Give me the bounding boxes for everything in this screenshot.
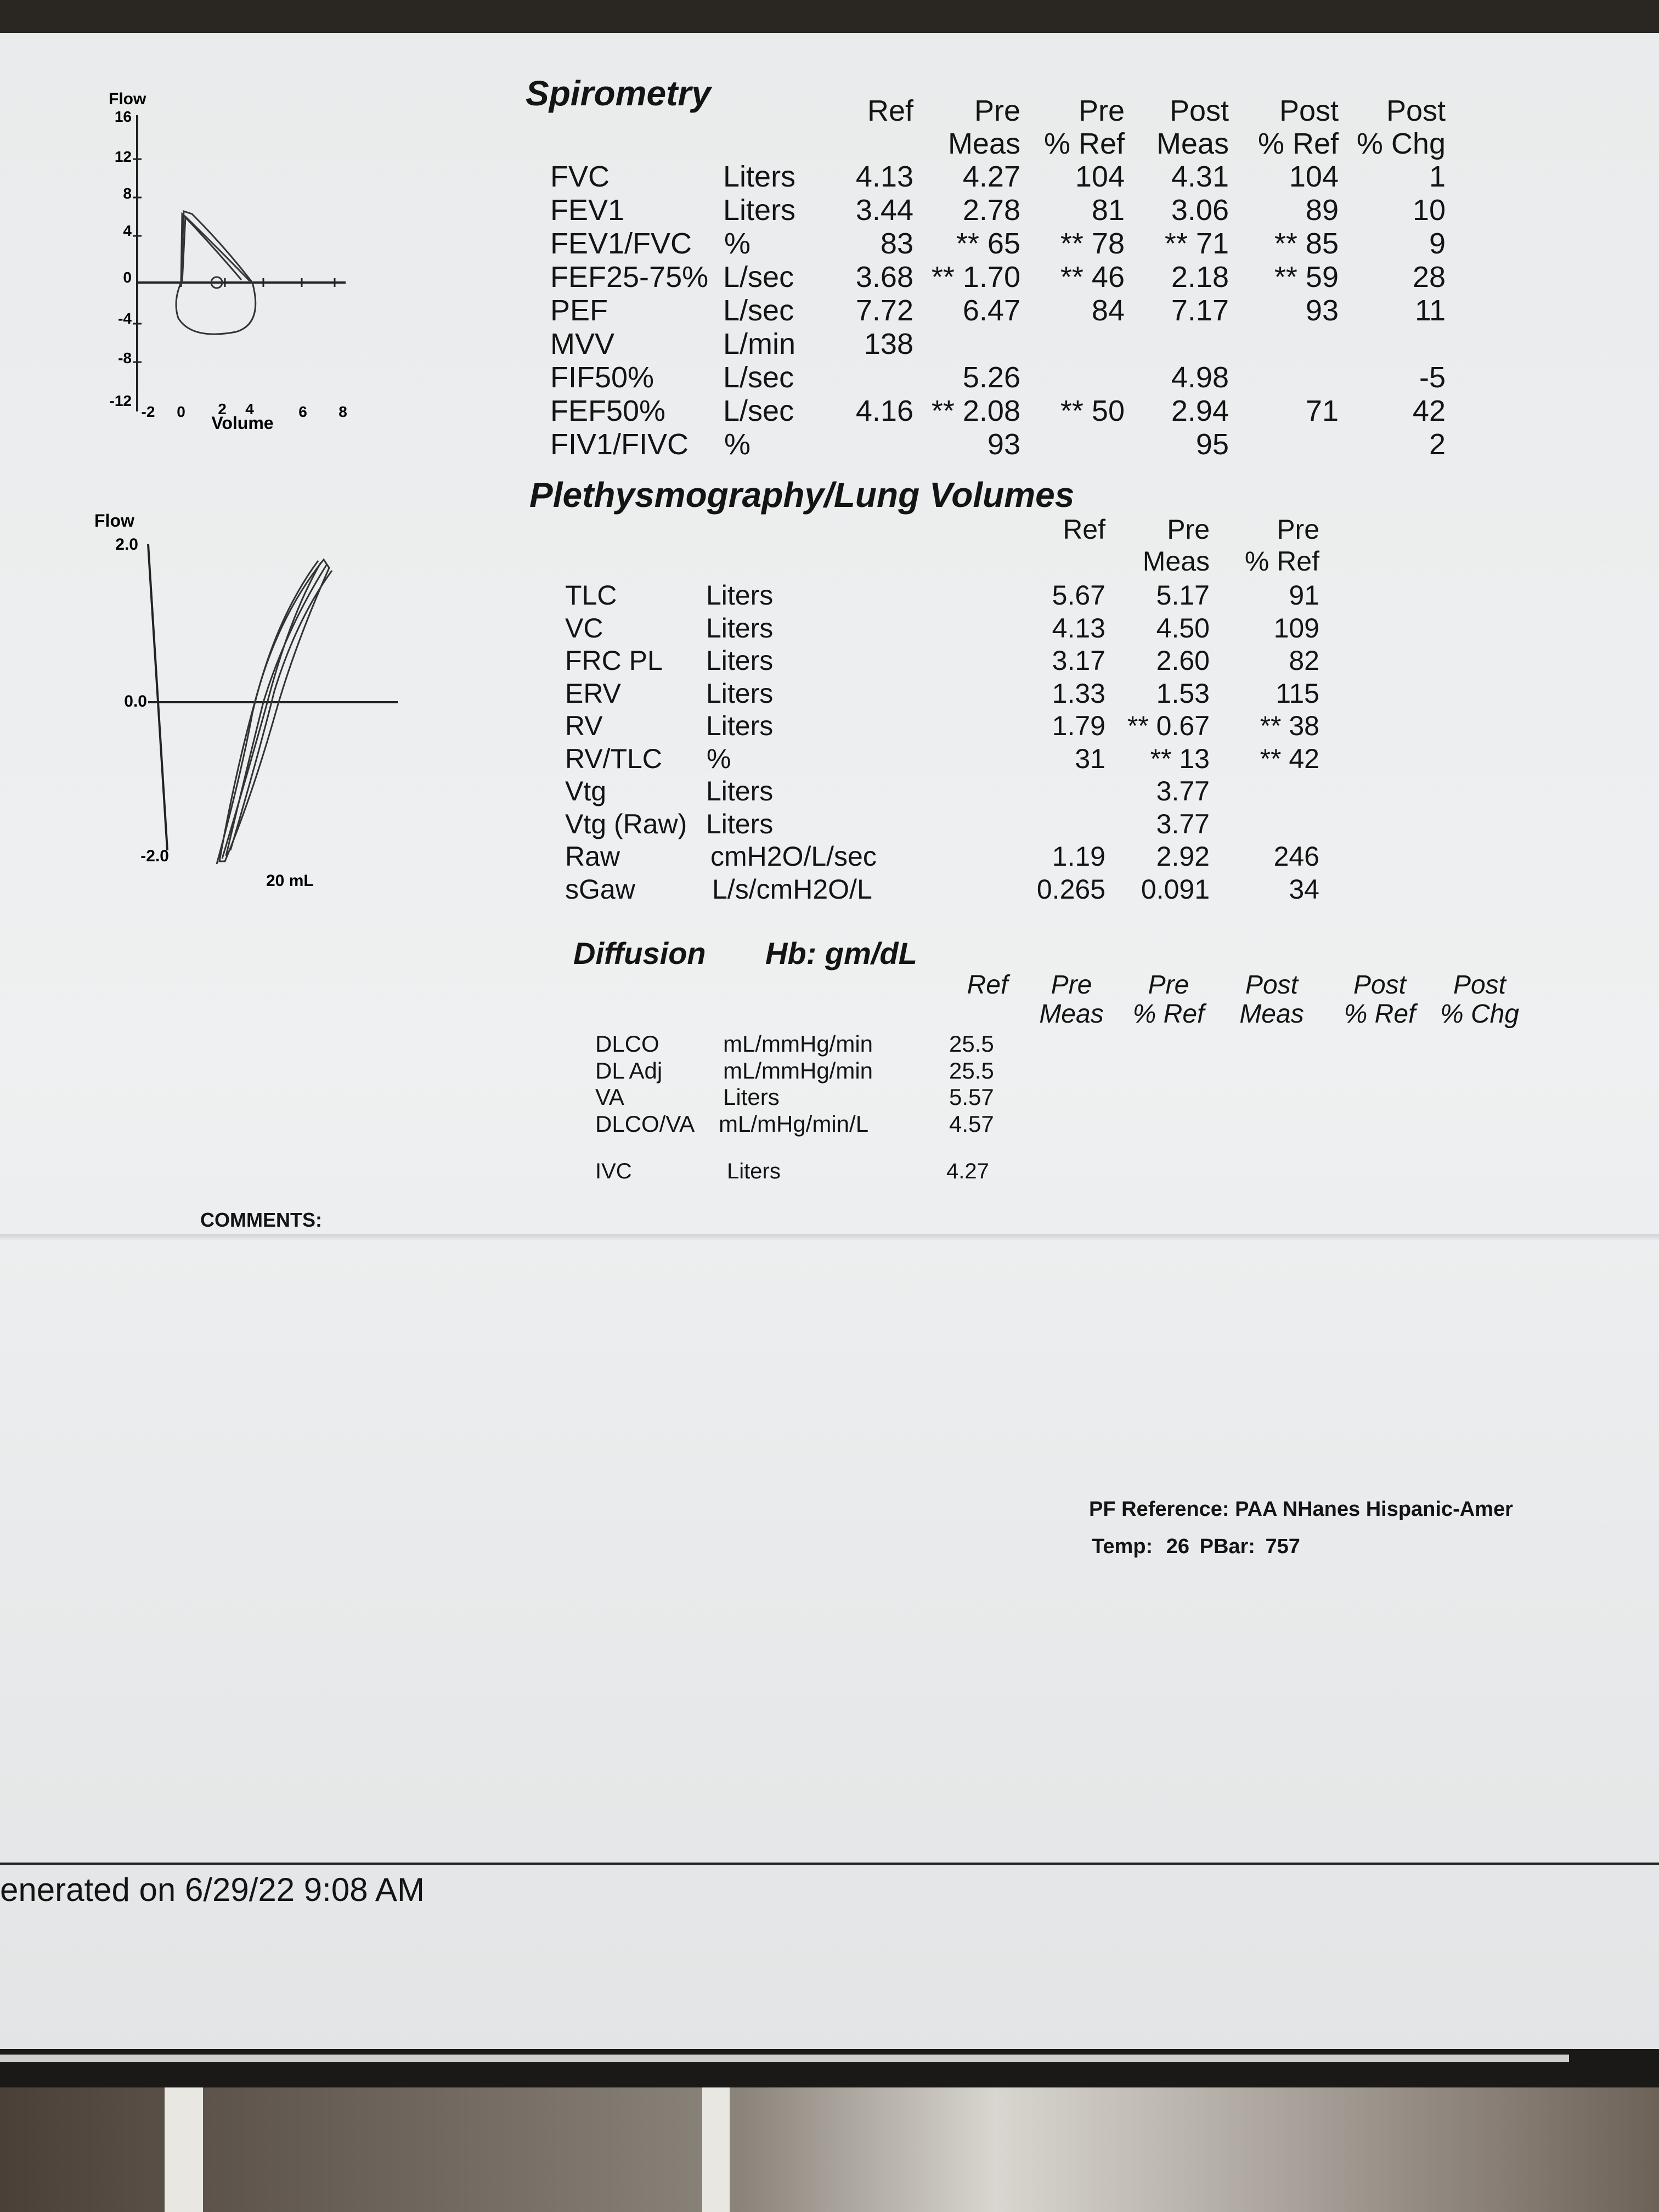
floor-tile-line	[165, 2085, 203, 2212]
row-label: DLCO/VA	[595, 1111, 695, 1137]
pbar-value: 757	[1265, 1535, 1300, 1558]
row-label: FIV1/FIVC	[550, 428, 689, 461]
value-cell: 1.53	[1156, 678, 1210, 709]
value-cell: 1.19	[1052, 841, 1105, 872]
value-cell: 89	[1305, 194, 1339, 227]
row-unit: L/sec	[723, 294, 794, 327]
column-header-top: Pre	[1078, 94, 1125, 127]
value-cell: ** 2.08	[931, 394, 1020, 427]
value-cell: 104	[1075, 160, 1125, 193]
flow-axis-label: Flow	[109, 90, 146, 108]
column-header-top: Pre	[1277, 514, 1319, 545]
value-cell: 0.091	[1141, 874, 1210, 905]
row-unit: Liters	[706, 809, 774, 839]
value-cell: 4.27	[962, 160, 1020, 193]
value-cell: 3.06	[1171, 194, 1229, 227]
value-cell: 4.31	[1171, 160, 1229, 193]
value-cell: 109	[1273, 613, 1319, 644]
column-header-bottom: Ref	[1063, 514, 1105, 545]
floor-tile-line	[702, 2085, 730, 2212]
y-tick: 8	[123, 185, 132, 202]
x-tick: 4	[245, 400, 254, 417]
value-cell: 9	[1429, 227, 1446, 260]
photo-background-bottom	[0, 2079, 1659, 2212]
column-header-bottom: Ref	[967, 970, 1008, 1000]
row-label: FEF50%	[550, 394, 666, 427]
row-label: PEF	[550, 294, 608, 327]
row-label: TLC	[565, 580, 617, 611]
value-cell: 246	[1273, 841, 1319, 872]
value-cell: 5.57	[949, 1084, 994, 1110]
value-cell: 6.47	[962, 294, 1020, 327]
row-unit: L/min	[723, 328, 796, 360]
paper-fold	[0, 1234, 1659, 1240]
column-header-bottom: % Ref	[1244, 546, 1319, 577]
ivc-unit: Liters	[727, 1159, 781, 1183]
value-cell: ** 85	[1274, 227, 1339, 260]
row-label: VA	[595, 1084, 624, 1110]
value-cell: 93	[1305, 294, 1339, 327]
value-cell: ** 0.67	[1127, 710, 1210, 741]
value-cell: ** 46	[1060, 261, 1125, 294]
value-cell: 4.16	[855, 394, 913, 427]
row-unit: mL/mmHg/min	[723, 1031, 873, 1057]
temp-value: 26	[1166, 1535, 1190, 1558]
row-unit: Liters	[706, 645, 774, 676]
x-tick: 0	[177, 403, 185, 420]
row-unit: %	[724, 428, 751, 461]
value-cell: ** 1.70	[931, 261, 1020, 294]
value-cell: 115	[1276, 678, 1319, 709]
column-header-bottom: Meas	[1156, 127, 1229, 160]
row-label: FEV1	[550, 194, 625, 227]
row-unit: %	[724, 227, 751, 260]
value-cell: 1.33	[1052, 678, 1105, 709]
row-label: FEV1/FVC	[550, 227, 692, 260]
row-unit: Liters	[706, 710, 774, 741]
value-cell: 3.17	[1052, 645, 1105, 676]
value-cell: ** 59	[1274, 261, 1339, 294]
value-cell: 2.18	[1171, 261, 1229, 294]
value-cell: 4.13	[1052, 613, 1105, 644]
value-cell: ** 38	[1260, 710, 1319, 741]
hb-label: Hb: gm/dL	[765, 936, 917, 970]
diffusion-title: Diffusion	[573, 936, 706, 970]
value-cell: 1.79	[1052, 710, 1105, 741]
y-tick: 12	[114, 148, 132, 165]
value-cell: ** 71	[1164, 227, 1229, 260]
y-tick: 4	[123, 222, 132, 239]
value-cell: 25.5	[949, 1058, 994, 1084]
row-unit: L/sec	[723, 394, 794, 427]
row-label: Raw	[565, 841, 620, 872]
row-unit: Liters	[723, 1084, 780, 1110]
row-label: DLCO	[595, 1031, 659, 1057]
pf-reference: PF Reference: PAA NHanes Hispanic-Amer	[1089, 1498, 1513, 1521]
pleth-flow-label: Flow	[94, 511, 134, 531]
row-unit: L/s/cmH2O/L	[712, 874, 872, 905]
row-label: FRC PL	[565, 645, 663, 676]
x-tick: 2	[218, 400, 227, 417]
column-header-top: Post	[1386, 94, 1446, 127]
volume-axis-label: Volume	[211, 413, 274, 433]
column-header-top: Pre	[1167, 514, 1210, 545]
value-cell: ** 65	[956, 227, 1020, 260]
value-cell: 7.17	[1171, 294, 1229, 327]
value-cell: 71	[1305, 394, 1339, 427]
row-label: RV	[565, 710, 603, 741]
value-cell: 95	[1195, 428, 1229, 461]
row-label: sGaw	[565, 874, 635, 905]
row-unit: Liters	[723, 194, 796, 227]
column-header-bottom: Meas	[1239, 1000, 1304, 1029]
value-cell: 10	[1412, 194, 1446, 227]
ivc-ref: 4.27	[946, 1159, 989, 1183]
column-header-top: Post	[1169, 94, 1229, 127]
value-cell: 3.77	[1156, 776, 1210, 806]
row-unit: Liters	[706, 580, 774, 611]
value-cell: 2.78	[962, 194, 1020, 227]
row-unit: %	[707, 743, 731, 774]
value-cell: 81	[1091, 194, 1125, 227]
y-tick: -12	[109, 392, 132, 409]
x-tick: 8	[338, 403, 347, 420]
column-header-bottom: Meas	[1142, 546, 1210, 577]
temp-info	[1092, 1536, 1300, 1557]
column-header-top: Pre	[1148, 970, 1189, 1000]
value-cell: 1	[1429, 160, 1446, 193]
value-cell: 3.44	[855, 194, 913, 227]
y-tick: -4	[118, 310, 132, 327]
value-cell: 138	[864, 328, 913, 360]
footer-rule	[0, 1863, 1659, 1865]
value-cell: 91	[1289, 580, 1319, 611]
column-header-bottom: % Ref	[1043, 127, 1125, 160]
column-header-bottom: % Chg	[1356, 127, 1446, 160]
value-cell: 4.50	[1156, 613, 1210, 644]
column-header-top: Post	[1245, 970, 1299, 1000]
value-cell: 25.5	[949, 1031, 994, 1057]
column-header-bottom: Meas	[947, 127, 1020, 160]
row-label: Vtg	[565, 776, 607, 806]
value-cell: 83	[880, 227, 913, 260]
value-cell: 84	[1091, 294, 1125, 327]
value-cell: 34	[1289, 874, 1319, 905]
value-cell: 93	[987, 428, 1020, 461]
column-header-top: Post	[1353, 970, 1407, 1000]
pleth-scale-label: 20 mL	[266, 872, 314, 890]
column-header-top: Post	[1279, 94, 1339, 127]
row-label: FIF50%	[550, 361, 654, 394]
row-unit: L/sec	[723, 261, 794, 294]
column-header-bottom: % Ref	[1132, 1000, 1205, 1029]
value-cell: 82	[1289, 645, 1319, 676]
row-label: DL Adj	[595, 1058, 663, 1084]
plethysmography-title: Plethysmography/Lung Volumes	[529, 475, 1075, 515]
value-cell: 3.77	[1156, 809, 1210, 839]
value-cell: ** 50	[1060, 394, 1125, 427]
value-cell: 31	[1075, 743, 1105, 774]
column-header-bottom: Meas	[1039, 1000, 1104, 1029]
column-header-top: Pre	[1051, 970, 1092, 1000]
x-tick: -2	[141, 403, 155, 420]
spirometry-title: Spirometry	[526, 74, 711, 113]
y-tick: 0.0	[124, 692, 147, 710]
row-unit: Liters	[706, 776, 774, 806]
y-tick: 2.0	[115, 535, 138, 554]
value-cell: 4.57	[949, 1111, 994, 1137]
value-cell: 0.265	[1036, 874, 1105, 905]
value-cell: 5.26	[962, 361, 1020, 394]
value-cell: 28	[1412, 261, 1446, 294]
value-cell: ** 78	[1060, 227, 1125, 260]
row-unit: Liters	[706, 613, 774, 644]
column-header-top: Pre	[974, 94, 1020, 127]
row-unit: L/sec	[723, 361, 794, 394]
value-cell: 4.13	[855, 160, 913, 193]
comments-label: COMMENTS:	[200, 1209, 322, 1231]
value-cell: -5	[1419, 361, 1446, 394]
value-cell: 3.68	[855, 261, 913, 294]
value-cell: ** 42	[1260, 743, 1319, 774]
value-cell: 4.98	[1171, 361, 1229, 394]
row-unit: cmH2O/L/sec	[710, 841, 877, 872]
flow-volume-chart	[99, 82, 384, 433]
temp-label: Temp:	[1092, 1535, 1153, 1558]
value-cell: 2.94	[1171, 394, 1229, 427]
column-header-bottom: % Chg	[1440, 1000, 1520, 1029]
row-unit: Liters	[706, 678, 774, 709]
y-tick: -8	[118, 349, 132, 366]
value-cell: 5.17	[1156, 580, 1210, 611]
value-cell: 2.60	[1156, 645, 1210, 676]
column-header-top: Post	[1453, 970, 1506, 1000]
pbar-label: PBar:	[1199, 1535, 1255, 1558]
value-cell: 7.72	[855, 294, 913, 327]
value-cell: 104	[1289, 160, 1339, 193]
y-tick: 16	[114, 108, 132, 125]
value-cell: 2	[1429, 428, 1446, 461]
generated-timestamp: enerated on 6/29/22 9:08 AM	[0, 1871, 425, 1908]
y-tick: -2.0	[140, 847, 169, 865]
ivc-name: IVC	[595, 1159, 632, 1183]
value-cell: 42	[1412, 394, 1446, 427]
row-label: FVC	[550, 160, 610, 193]
row-unit: mL/mmHg/min	[723, 1058, 873, 1084]
column-header-bottom: Ref	[867, 94, 913, 127]
row-unit: mL/mHg/min/L	[719, 1111, 869, 1137]
row-label: FEF25-75%	[550, 261, 709, 294]
row-label: ERV	[565, 678, 621, 709]
column-header-bottom: % Ref	[1344, 1000, 1416, 1029]
value-cell: 11	[1414, 294, 1446, 327]
pleth-loop-chart	[88, 510, 417, 905]
row-label: MVV	[550, 328, 615, 360]
clipboard-edge-highlight	[0, 2055, 1569, 2062]
row-label: RV/TLC	[565, 743, 662, 774]
row-label: Vtg (Raw)	[565, 809, 687, 839]
y-tick: 0	[123, 269, 132, 286]
value-cell: 2.92	[1156, 841, 1210, 872]
row-label: VC	[565, 613, 603, 644]
column-header-bottom: % Ref	[1257, 127, 1339, 160]
x-tick: 6	[298, 403, 307, 420]
row-unit: Liters	[723, 160, 796, 193]
value-cell: 5.67	[1052, 580, 1105, 611]
value-cell: ** 13	[1150, 743, 1210, 774]
